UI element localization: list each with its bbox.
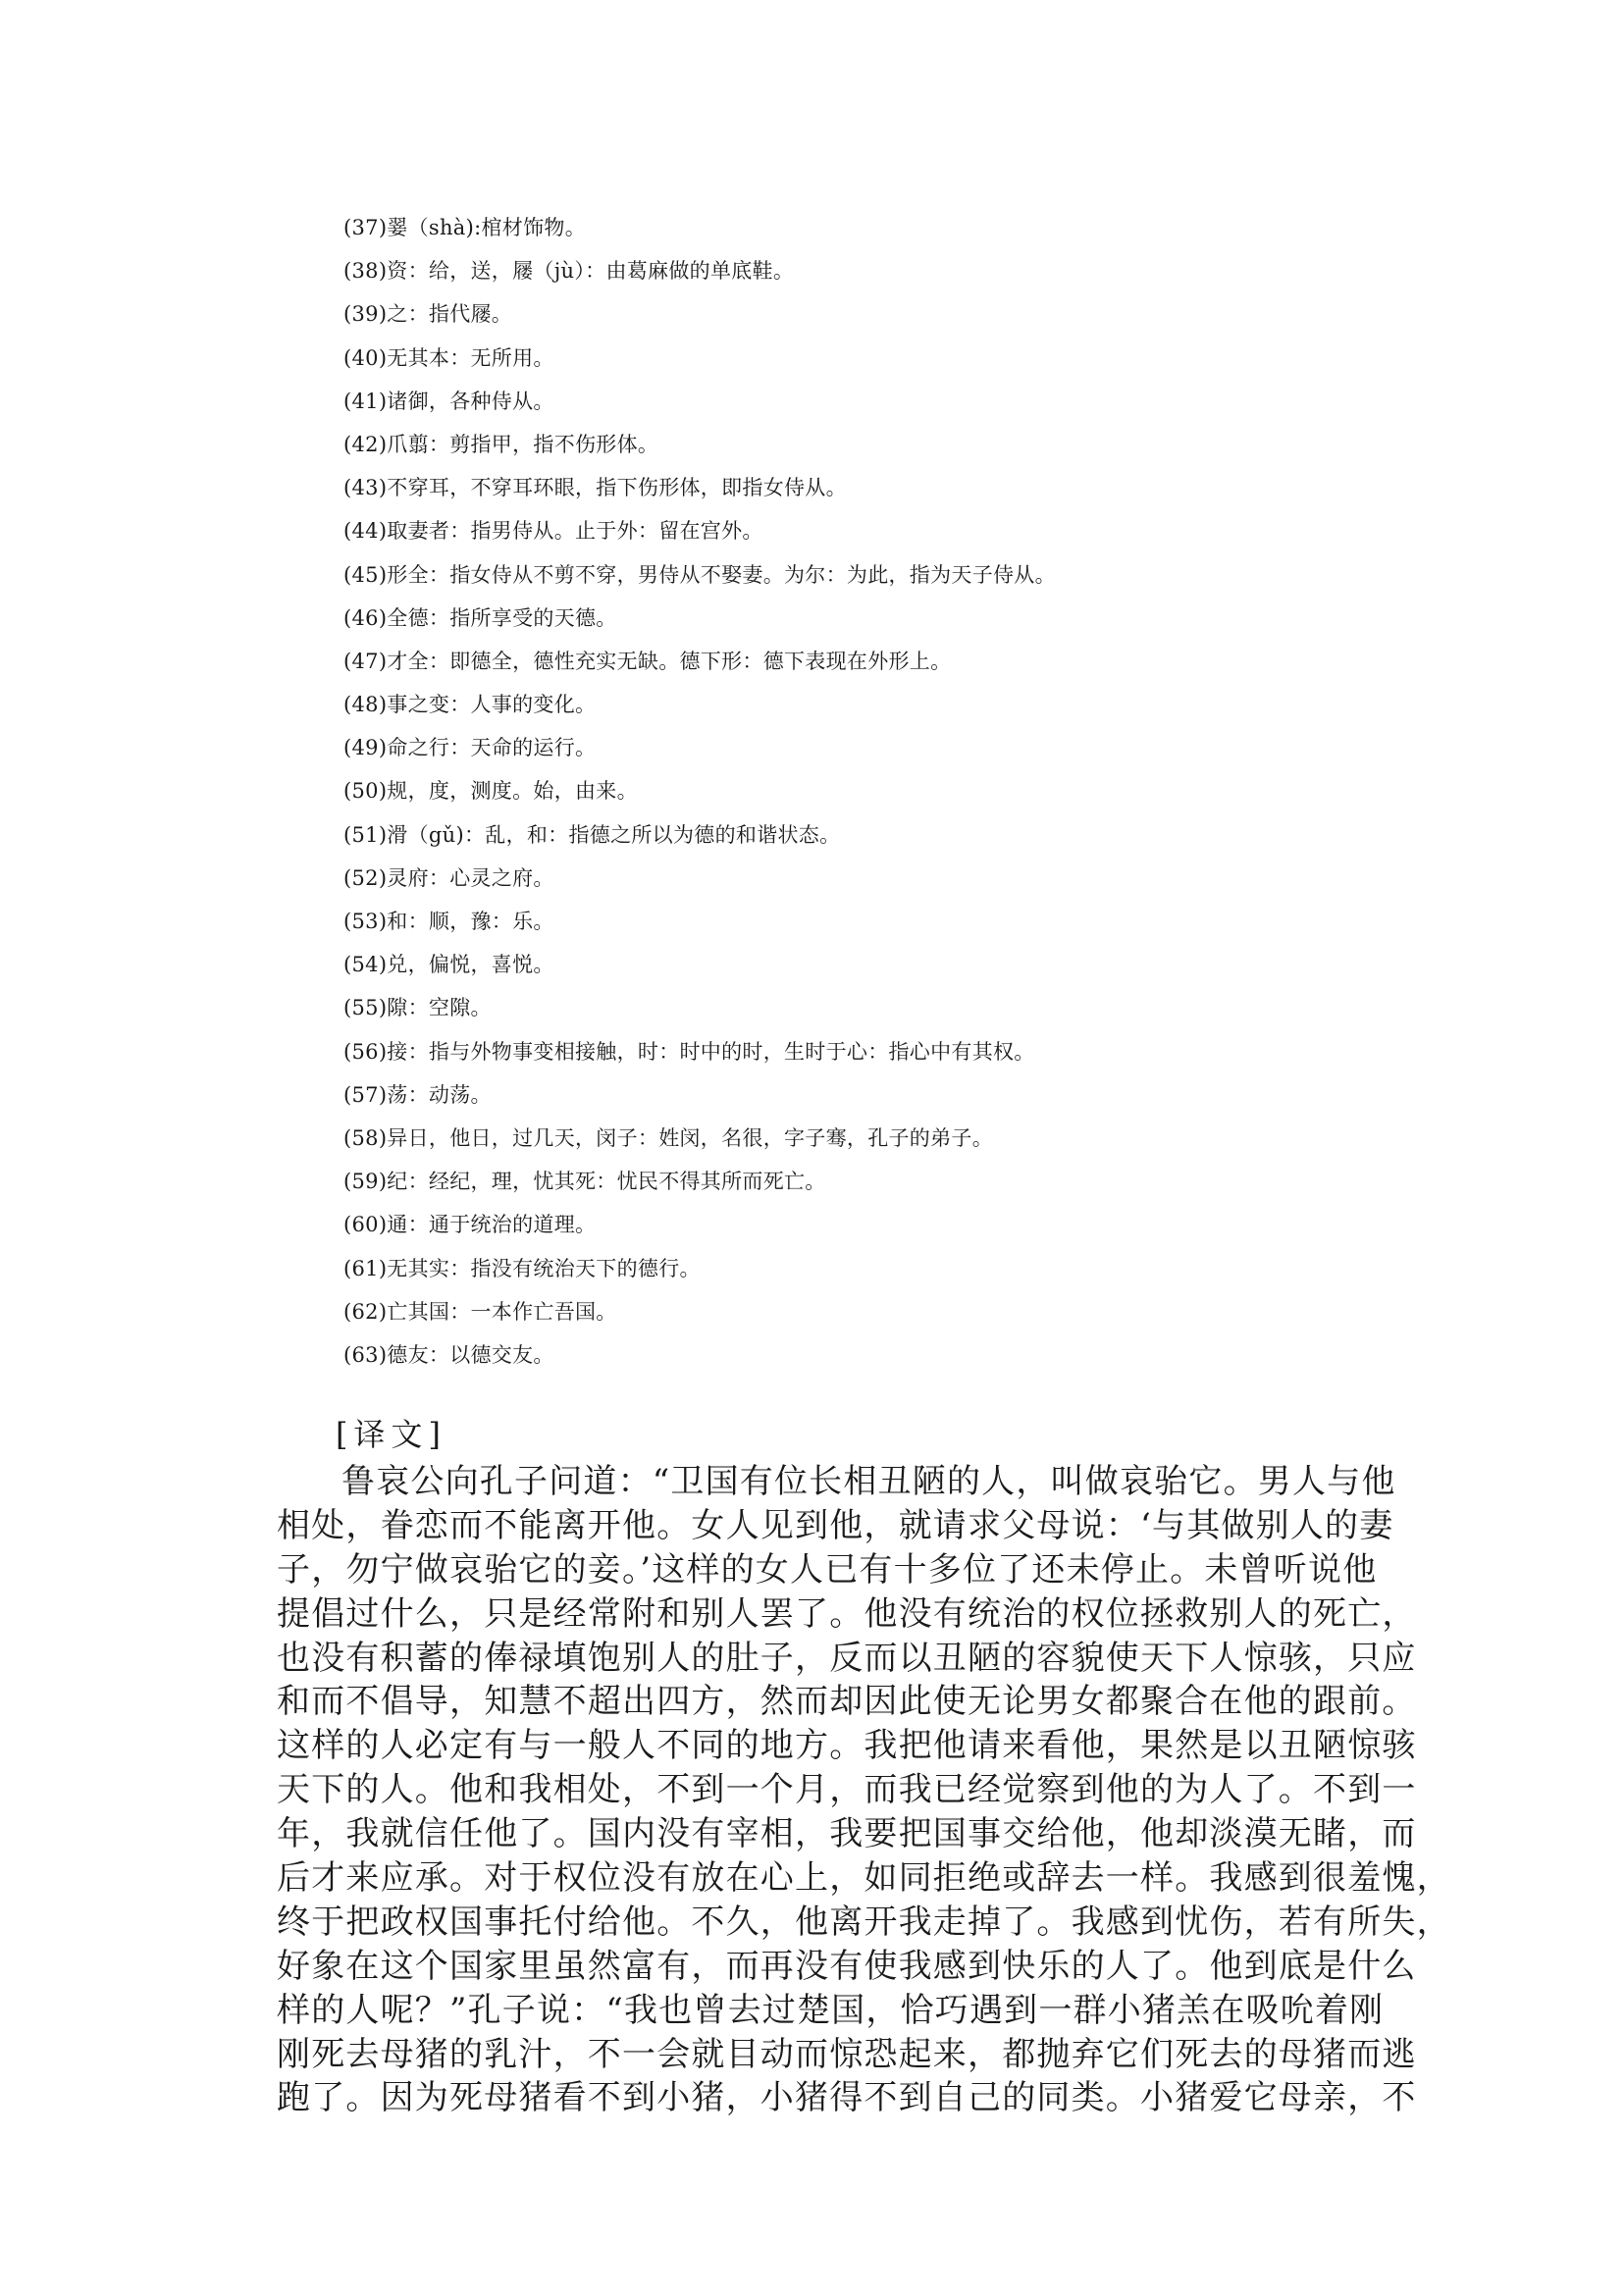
note-42: (42)爪翦：剪指甲，指不伤形体。 <box>343 432 659 456</box>
annotation-notes <box>343 206 1374 1377</box>
translation-line: 终于把政权国事托付给他。不久，他离开我走掉了。我感到忧伤，若有所失， <box>277 1902 1451 1942</box>
translation-line: 刚死去母猪的乳汁，不一会就目动而惊恐起来，都抛弃它们死去的母猪而逃 <box>277 2034 1417 2074</box>
note-47: (47)才全：即德全，德性充实无缺。德下形：德下表现在外形上。 <box>343 649 952 673</box>
translation-line: 这样的人必定有与一般人不同的地方。我把他请来看他，果然是以丑陋惊骇 <box>277 1726 1417 1766</box>
note-53: (53)和：顺，豫：乐。 <box>343 910 554 933</box>
translation-line: 也没有积蓄的俸禄填饱别人的肚子，反而以丑陋的容貌使天下人惊骇，只应 <box>277 1638 1417 1678</box>
translation-line: 好象在这个国家里虽然富有，而再没有使我感到快乐的人了。他到底是什么 <box>277 1946 1417 1986</box>
note-44: (44)取妻者：指男侍从。止于外：留在宫外。 <box>343 519 763 544</box>
note-43: (43)不穿耳，不穿耳环眼，指下伤形体，即指女侍从。 <box>343 476 847 500</box>
note-48: (48)事之变：人事的变化。 <box>343 693 597 717</box>
translation-line: 鲁哀公向孔子问道：“卫国有位长相丑陋的人，叫做哀骀它。男人与他 <box>341 1462 1396 1501</box>
note-51: (51)滑（gǔ)：乱，和：指德之所以为德的和谐状态。 <box>343 822 841 847</box>
note-49: (49)命之行：天命的运行。 <box>343 736 597 760</box>
note-61: (61)无其实：指没有统治天下的德行。 <box>343 1256 701 1280</box>
note-55: (55)隙：空隙。 <box>343 996 492 1020</box>
translation-line: 样的人呢？”孔子说：“我也曾去过楚国，恰巧遇到一群小猪羔在吸吮着刚 <box>277 1990 1385 2030</box>
note-56: (56)接：指与外物事变相接触，时：时中的时，生时于心：指心中有其权。 <box>343 1039 1035 1064</box>
note-59: (59)纪：经纪，理，忧其死：忧民不得其所而死亡。 <box>343 1170 826 1194</box>
note-57: (57)荡：动荡。 <box>343 1082 492 1107</box>
note-63: (63)德友：以德交友。 <box>343 1342 554 1367</box>
note-52: (52)灵府：心灵之府。 <box>343 865 554 890</box>
translation-line: 跑了。因为死母猪看不到小猪，小猪得不到自己的同类。小猪爱它母亲，不 <box>277 2078 1417 2118</box>
translation-line: 相处，眷恋而不能离开他。女人见到他，就请求父母说：‘与其做别人的妻 <box>277 1505 1394 1545</box>
note-46: (46)全德：指所享受的天德。 <box>343 605 617 630</box>
note-54: (54)兑，偏悦，喜悦。 <box>343 953 554 977</box>
note-37: (37)翣（shà):棺材饰物。 <box>343 216 586 239</box>
translation-line: 提倡过什么，只是经常附和别人罢了。他没有统治的权位拯救别人的死亡， <box>277 1593 1417 1634</box>
translation-line: 和而不倡导，知慧不超出四方，然而却因此使无论男女都聚合在他的跟前。 <box>277 1682 1417 1722</box>
translation-line: 天下的人。他和我相处，不到一个月，而我已经觉察到他的为人了。不到一 <box>277 1770 1417 1810</box>
translation-line: 子，勿宁做哀骀它的妾。’这样的女人已有十多位了还未停止。未曾听说他 <box>277 1549 1378 1590</box>
note-58: (58)异日，他日，过几天，闵子：姓闵，名很，字子骞，孔子的弟子。 <box>343 1125 994 1150</box>
section-heading: [译文] <box>336 1416 446 1453</box>
note-41: (41)诸御，各种侍从。 <box>343 389 554 413</box>
note-38: (38)资：给，送，屦（jù）：由葛麻做的单底鞋。 <box>343 259 795 284</box>
note-62: (62)亡其国：一本作亡吾国。 <box>343 1299 617 1324</box>
translation-line: 年，我就信任他了。国内没有宰相，我要把国事交给他，他却淡漠无睹，而 <box>277 1814 1417 1854</box>
note-45: (45)形全：指女侍从不剪不穿，男侍从不娶妻。为尔：为此，指为天子侍从。 <box>343 562 1056 587</box>
note-40: (40)无其本：无所用。 <box>343 345 554 370</box>
note-50: (50)规，度，测度。始，由来。 <box>343 779 638 804</box>
translation-body <box>277 1460 1451 2120</box>
note-39: (39)之：指代屦。 <box>343 302 513 327</box>
note-60: (60)通：通于统治的道理。 <box>343 1213 597 1237</box>
translation-line: 后才来应承。对于权位没有放在心上，如同拒绝或辞去一样。我感到很羞愧， <box>277 1858 1451 1899</box>
